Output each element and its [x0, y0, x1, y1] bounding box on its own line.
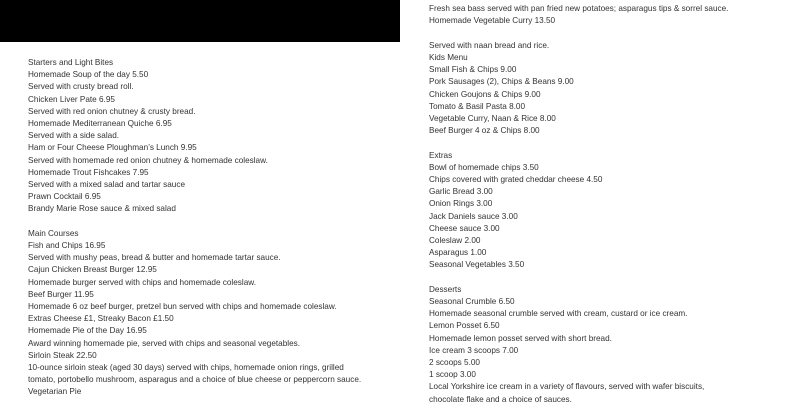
menu-line: Cheese sauce 3.00	[429, 223, 500, 233]
menu-line: Jack Daniels sauce 3.00	[429, 211, 518, 221]
menu-line: Chicken Liver Pate 6.95	[28, 94, 115, 104]
menu-line: Award winning homemade pie, served with chips and seasonal vegetables.	[28, 338, 301, 348]
menu-line: Seasonal Vegetables 3.50	[429, 260, 525, 270]
menu-line: Homemade Vegetable Curry 13.50	[429, 16, 556, 26]
menu-line: 1 scoop 3.00	[429, 370, 476, 380]
menu-line: Vegetable Curry, Naan & Rice 8.00	[429, 114, 556, 124]
menu-line: Prawn Cocktail 6.95	[28, 192, 101, 202]
menu-line: Bowl of homemade chips 3.50	[429, 162, 539, 172]
menu-line: Beef Burger 11.95	[28, 289, 94, 299]
section-heading-mains: Main Courses	[28, 228, 79, 238]
menu-line: Served with red onion chutney & crusty bread.	[28, 106, 196, 116]
section-spacer	[429, 137, 789, 149]
extras-list	[429, 162, 789, 272]
menu-line: Served with crusty bread roll.	[28, 82, 134, 92]
menu-line: Ham or Four Cheese Ploughman’s Lunch 9.95	[28, 143, 197, 153]
menu-line: 2 scoops 5.00	[429, 358, 480, 368]
header-image-block	[0, 0, 400, 42]
desserts-list	[429, 296, 789, 406]
menu-line: Homemade seasonal crumble served with cream, custard or ice cream.	[429, 309, 688, 319]
menu-line: Fresh sea bass served with pan fried new potatoes; asparagus tips & sorrel sauce.	[429, 4, 729, 14]
menu-line: Sirloin Steak 22.50	[28, 350, 97, 360]
menu-line: Brandy Marie Rose sauce & mixed salad	[28, 204, 176, 214]
menu-line: Homemade 6 oz beef burger, pretzel bun served with chips and homemade coleslaw.	[28, 302, 337, 312]
menu-line: Homemade Trout Fishcakes 7.95	[28, 167, 149, 177]
menu-line: Vegetarian Pie	[28, 387, 82, 397]
menu-line: Seasonal Crumble 6.50	[429, 297, 515, 307]
section-heading-extras: Extras	[429, 150, 453, 160]
section-spacer	[28, 216, 388, 228]
menu-line: Cajun Chicken Breast Burger 12.95	[28, 265, 157, 275]
menu-line: Homemade Pie of the Day 16.95	[28, 326, 147, 336]
menu-line: chocolate flake and a choice of sauces.	[429, 394, 572, 404]
menu-line: Coleslaw 2.00	[429, 236, 481, 246]
menu-line: Tomato & Basil Pasta 8.00	[429, 101, 526, 111]
menu-line: tomato, portobello mushroom, asparagus and a choice of blue cheese or peppercorn sauce.	[28, 375, 362, 385]
section-spacer	[429, 272, 789, 284]
starters-list	[28, 69, 388, 215]
menu-line: Local Yorkshire ice cream in a variety of flavours, served with wafer biscuits,	[429, 382, 705, 392]
menu-line: 10-ounce sirloin steak (aged 30 days) served with chips, homemade onion rings, grilled	[28, 363, 344, 373]
section-heading-kids: Kids Menu	[429, 53, 468, 62]
menu-line: Homemade lemon posset served with short bread.	[429, 333, 612, 343]
mains-list	[28, 240, 388, 399]
section-spacer	[429, 28, 789, 40]
menu-line: Small Fish & Chips 9.00	[429, 65, 517, 75]
menu-line: Garlic Bread 3.00	[429, 187, 493, 197]
mains-continued-list	[429, 0, 789, 28]
section-heading-desserts: Desserts	[429, 284, 462, 294]
menu-line: Homemade Soup of the day 5.50	[28, 70, 149, 80]
menu-line: Homemade burger served with chips and homemade coleslaw.	[28, 277, 257, 287]
menu-line: Served with naan bread and rice.	[429, 40, 550, 50]
section-heading-starters: Starters and Light Bites	[28, 58, 114, 67]
menu-line: Extras Cheese £1, Streaky Bacon £1.50	[28, 314, 174, 324]
menu-line: Chicken Goujons & Chips 9.00	[429, 89, 541, 99]
menu-line: Homemade Mediterranean Quiche 6.95	[28, 119, 172, 129]
menu-line: Fish and Chips 16.95	[28, 241, 106, 251]
menu-line: Chips covered with grated cheddar cheese 4.50	[429, 175, 603, 185]
menu-line: Served with a mixed salad and tartar sauce	[28, 180, 186, 190]
menu-line: Asparagus 1.00	[429, 248, 487, 258]
menu-right-column	[429, 0, 789, 406]
menu-line: Ice cream 3 scoops 7.00	[429, 345, 519, 355]
menu-line: Beef Burger 4 oz & Chips 8.00	[429, 126, 540, 136]
menu-line: Onion Rings 3.00	[429, 199, 493, 209]
menu-line: Lemon Posset 6.50	[429, 321, 500, 331]
menu-line: Pork Sausages (2), Chips & Beans 9.00	[429, 77, 574, 87]
menu-line: Served with a side salad.	[28, 131, 120, 141]
menu-line: Served with mushy peas, bread & butter and homemade tartar sauce.	[28, 253, 281, 263]
menu-line: Served with homemade red onion chutney & homemade coleslaw.	[28, 155, 268, 165]
kids-list	[429, 64, 789, 137]
menu-left-column	[28, 57, 388, 399]
